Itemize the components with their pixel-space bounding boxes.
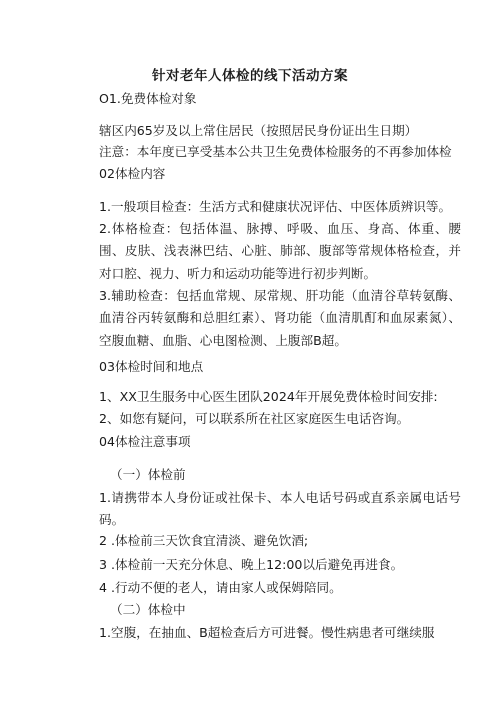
during-item-1: 1.空腹，在抽血、B超检查后方可进餐。慢性病患者可继续服: [99, 625, 435, 640]
section-heading-target: O1.免费体检对象: [99, 91, 197, 106]
section-heading-content: 02体检内容: [99, 166, 166, 181]
before-item-1: 1.请携带本人身份证或社保卡、本人电话号码或直系亲属电话号码。: [99, 490, 461, 528]
target-residents-text: 辖区内65岁及以上常住居民（按照居民身份证出生日期）: [99, 123, 418, 138]
schedule-line-2: 2、如您有疑问，可以联系所在社区家庭医生电话咨询。: [99, 411, 410, 426]
before-item-4: 4 .行动不便的老人，请由家人或保姆陪同。: [99, 580, 342, 595]
section-heading-time-place: 03体检时间和地点: [99, 359, 204, 374]
item-physical-exam: 2.体格检查：包括体温、脉搏、呼吸、血压、身高、体重、腰围、皮肤、浅表淋巴结、心脏、肺部、腹部等常规体格检查，并对口腔、视力、听力和运动功能等进行初步判断。: [99, 221, 461, 281]
schedule-line-1: 1、XX卫生服务中心医生团队2024年开展免费体检时间安排:: [99, 389, 438, 404]
subheading-before-exam: （一）体检前: [110, 467, 186, 482]
item-general-exam: 1.一般项目检查：生活方式和健康状况评估、中医体质辨识等。: [99, 199, 452, 214]
subheading-during-exam: （二）体检中: [110, 602, 186, 617]
section-heading-notes: 04体检注意事项: [99, 434, 191, 449]
before-item-3: 3 .体检前一天充分休息、晚上12:00以后避免再进食。: [99, 557, 404, 572]
page-title: 针对老年人体检的线下活动方案: [152, 68, 348, 84]
note-text: 注意：本年度已享受基本公共卫生免费体检服务的不再参加体检: [99, 144, 452, 159]
item-auxiliary-exam: 3.辅助检查：包括血常规、尿常规、肝功能（血清谷草转氨酶、血清谷丙转氨酶和总胆红素）、肾功能（血清肌酊和血尿素氮）、空腹血糖、血脂、心电图检测、上腹部B超。: [99, 288, 461, 348]
before-item-2: 2 .体检前三天饮食宜清淡、避免饮酒;: [99, 533, 309, 548]
